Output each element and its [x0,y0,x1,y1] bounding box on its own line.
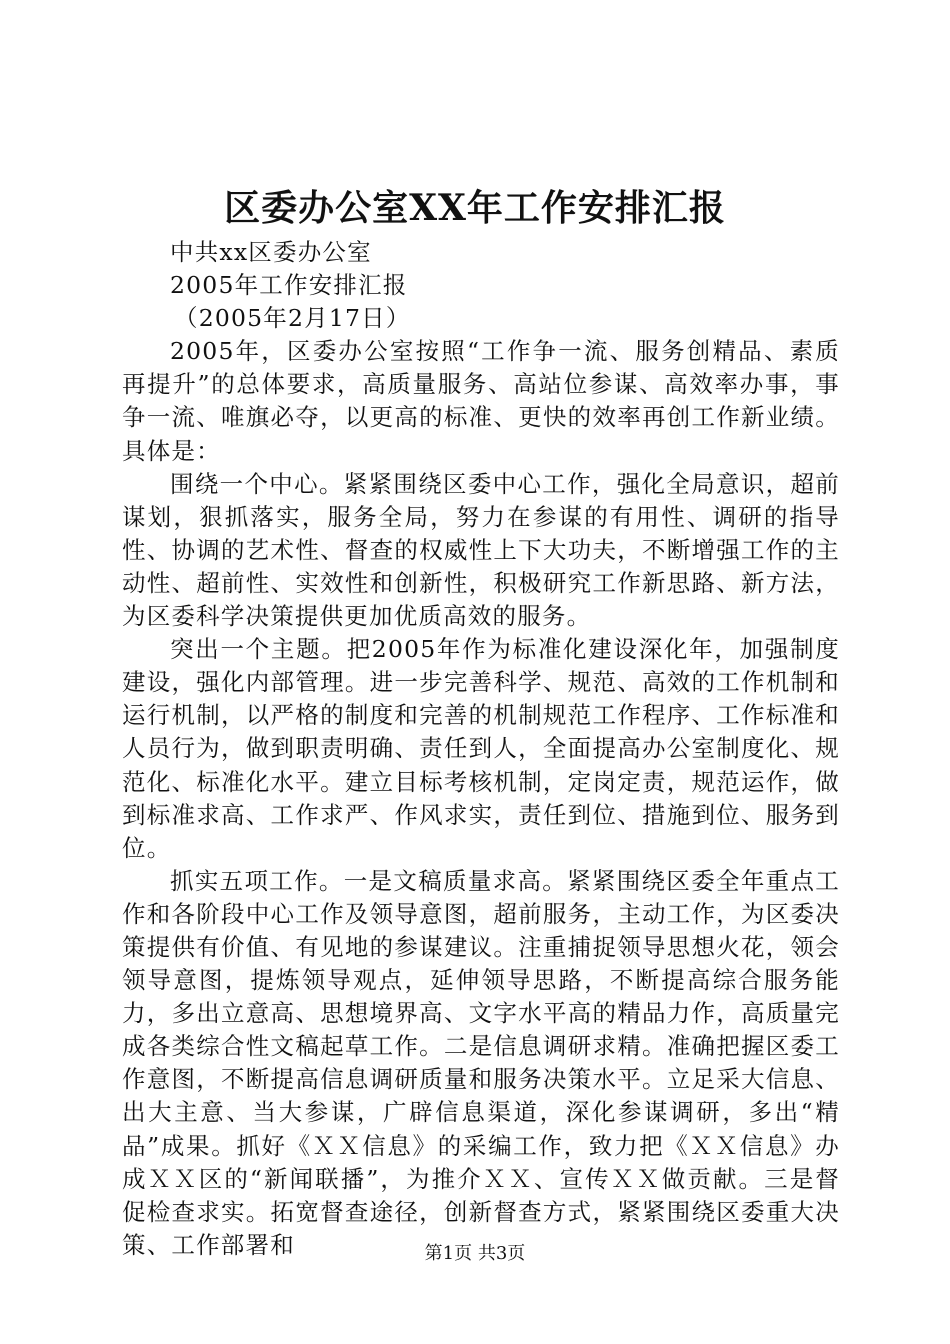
report-date: （2005年2月17日） [174,304,411,333]
page-number: 第1页 共3页 [424,1243,526,1264]
report-subtitle: 2005年工作安排汇报 [170,271,408,300]
paragraph-theme: 突出一个主题。把2005年作为标准化建设深化年，加强制度建设，强化内部管理。进一步完善科学、规范、高效的工作机制和运行机制，以严格的制度和完善的机制规范工作程序、工作标准和人员行为，做到职责明确、责任到人，全面提高办公室制度化、规范化、标准化水平。建立目标考核机制，定岗定责，规范运作，做到标准求高、工作求严、作风求实，责任到位、措施到位、服务到位。 [122,635,840,862]
paragraph-intro: 2005年，区委办公室按照“工作争一流、服务创精品、素质再提升”的总体要求，高质量服务、高站位参谋、高效率办事，事争一流、唯旗必夺，以更高的标准、更快的效率再创工作新业绩。具体是： [122,337,840,465]
issuer-line: 中共xx区委办公室 [170,238,372,266]
paragraph-five-tasks: 抓实五项工作。一是文稿质量求高。紧紧围绕区委全年重点工作和各阶段中心工作及领导意图，超前服务，主动工作，为区委决策提供有价值、有见地的参谋建议。注重捕捉领导思想火花，领会领导意图，提炼领导观点，延伸领导思路，不断提高综合服务能力，多出立意高、思想境界高、文字水平高的精品力作，高质量完成各类综合性文稿起草工作。二是信息调研求精。准确把握区委工作意图，不断提高信息调研质量和服务决策水平。立足采大信息、出大主意、当大参谋，广辟信息渠道，深化参谋调研，多出“精品”成果。抓好《ＸＸ信息》的采编工作，致力把《ＸＸ信息》办成ＸＸ区的“新闻联播”，为推介ＸＸ、宣传ＸＸ做贡献。三是督促检查求实。拓宽督查途径，创新督查方式，紧紧围绕区委重大决策、工作部署和 [122,866,840,1259]
document-body [122,236,840,1262]
document-title: 区委办公室XX年工作安排汇报 [224,187,726,229]
paragraph-center: 围绕一个中心。紧紧围绕区委中心工作，强化全局意识，超前谋划，狠抓落实，服务全局，努力在参谋的有用性、调研的指导性、协调的艺术性、督查的权威性上下大功夫，不断增强工作的主动性、超前性、实效性和创新性，积极研究工作新思路、新方法，为区委科学决策提供更加优质高效的服务。 [122,469,840,631]
